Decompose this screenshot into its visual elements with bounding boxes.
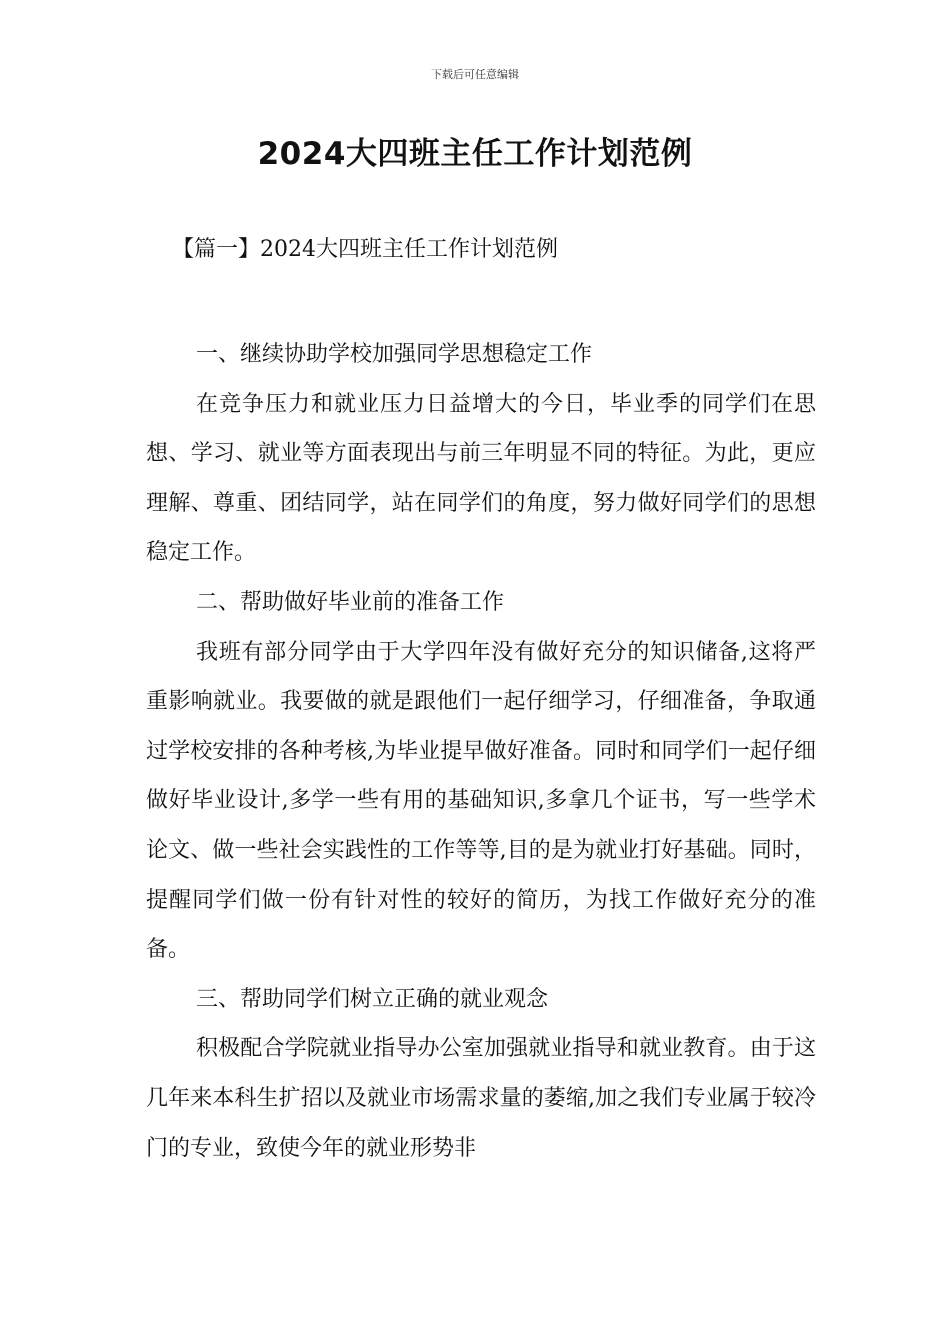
section-paragraph-3: 积极配合学院就业指导办公室加强就业指导和就业教育。由于这几年来本科生扩招以及就业市场需求量的萎缩,加之我们专业属于较冷门的专业，致使今年的就业形势非 [146,1036,816,1161]
section-heading-1: 一、继续协助学校加强同学思想稳定工作 [196,342,593,367]
section-paragraph-2: 我班有部分同学由于大学四年没有做好充分的知识储备,这将严重影响就业。我要做的就是跟他们一起仔细学习，仔细准备，争取通过学校安排的各种考核,为毕业提早做好准备。同时和同学们一起仔细做好毕业设计,多学一些有用的基础知识,多拿几个证书，写一些学术论文、做一些社会实践性的工作等等,目的是为就业打好基础。同时，提醒同学们做一份有针对性的较好的简历，为找工作做好充分的准备。 [146,639,816,963]
section-paragraph-1: 在竞争压力和就业压力日益增大的今日，毕业季的同学们在思想、学习、就业等方面表现出与前三年明显不同的特征。为此，更应理解、尊重、团结同学，站在同学们的角度，努力做好同学们的思想稳定工作。 [146,391,816,566]
section-heading-3: 三、帮助同学们树立正确的就业观念 [196,986,549,1012]
header-note: 下载后可任意编辑 [431,68,519,81]
section-header: 【篇一】2024大四班主任工作计划范例 [172,237,558,262]
document-body [146,330,816,1173]
document-title: 2024大四班主任工作计划范例 [257,136,693,172]
section-heading-2: 二、帮助做好毕业前的准备工作 [196,589,505,615]
